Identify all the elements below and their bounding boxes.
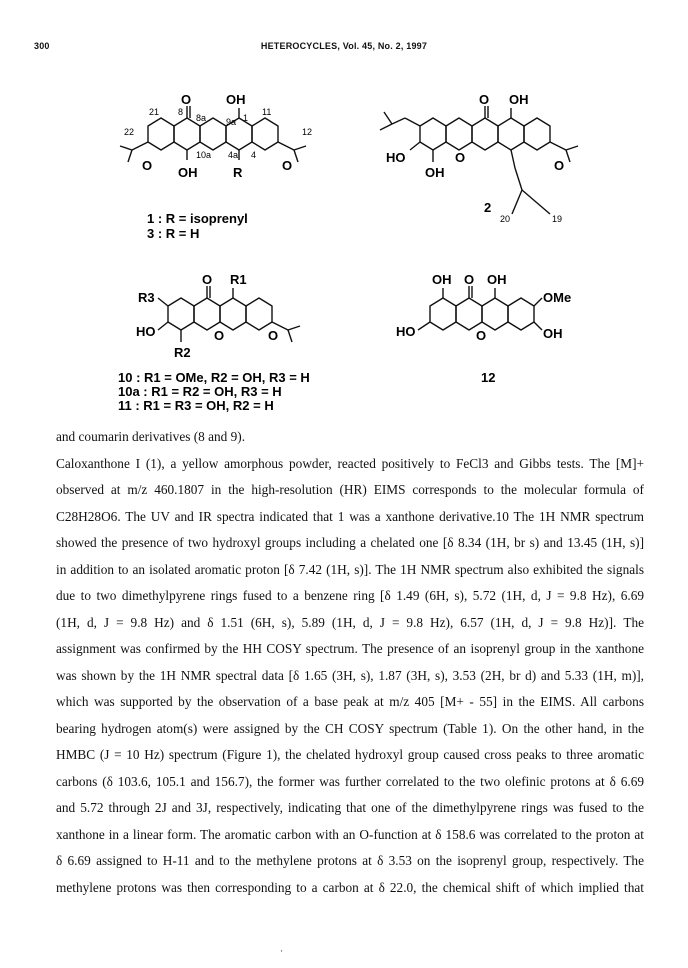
s2-num-19: 19 [552, 214, 563, 224]
text-line: and coumarin derivatives (8 and 9). [56, 429, 246, 444]
s1-num-22: 22 [124, 127, 135, 137]
s1-oh-bottom: OH [178, 165, 198, 180]
s3-caption-line-2: 10a : R1 = R2 = OH, R3 = H [118, 384, 282, 399]
s3-caption-line-1: 10 : R1 = OMe, R2 = OH, R3 = H [118, 370, 310, 385]
s3-carbonyl-o: O [202, 272, 213, 287]
s1-ring-o-left: O [142, 158, 153, 173]
s3-caption-line-3: 11 : R1 = R3 = OH, R2 = H [118, 398, 274, 413]
structure-12-drawing [418, 286, 542, 330]
page-number: 300 [34, 41, 50, 51]
text-line: (1H, d, J = 9.8 Hz) and δ 1.51 (6H, s), 5.89 (1H, d, J = 9.8 Hz), 6.57 (1H, d, J = 9.8 Hz)]. The [56, 614, 644, 630]
text-line: showed the presence of two hydroxyl groups including a chelated one [δ 8.34 (1H, br s) and 13.45 (1H, s)] [56, 535, 644, 550]
text-line: carbons (δ 103.6, 105.1 and 156.7), the former was further correlated to the two olefinic protons at δ 6.69 [56, 773, 644, 789]
s4-carbonyl-o: O [464, 272, 475, 287]
s3-ring-o-middle: O [214, 328, 225, 343]
text-line: C28H28O6. The UV and IR spectra indicated that 1 was a xanthone derivative.10 The 1H NMR spectrum [56, 508, 644, 524]
text-line: which was supported by the observation of a base peak at m/z 405 [M+ - 55] in the EIMS. All carbons [56, 694, 644, 709]
s3-r3: R3 [138, 290, 155, 305]
s1-num-12: 12 [302, 127, 313, 137]
s4-ring-o: O [476, 328, 487, 343]
s4-oh-bottom-right: OH [543, 326, 563, 341]
s1-num-4: 4 [251, 150, 257, 160]
s1-num-4a: 4a [228, 150, 239, 160]
text-line: HMBC (J = 10 Hz) spectrum (Figure 1), the chelated hydroxyl group caused cross peaks to three aromatic [56, 747, 644, 762]
text-line: observed at m/z 460.1807 in the high-resolution (HR) EIMS corresponds to the molecular formula of [56, 482, 644, 497]
s1-oh-top: OH [226, 92, 246, 107]
s1-ring-o-right: O [282, 158, 293, 173]
text-line: was shown by the 1H NMR spectral data [δ 1.65 (3H, s), 1.87 (3H, s), 3.53 (2H, br d) and 5.33 (1H, m)], [56, 667, 644, 683]
s2-oh-bottom: OH [425, 165, 445, 180]
structure-10-drawing [158, 286, 300, 342]
s1-num-8a: 8a [196, 113, 207, 123]
s3-r1: R1 [230, 272, 247, 287]
text-line: Caloxanthone I (1), a yellow amorphous powder, reacted positively to FeCl3 and Gibbs tests. The [M]+ [56, 455, 644, 471]
s1-r-group: R [233, 165, 243, 180]
s4-ome: OMe [543, 290, 572, 305]
s3-ho: HO [136, 324, 156, 339]
text-line: due to two dimethylpyrene rings fused to a benzene ring [δ 1.49 (6H, s), 5.72 (1H, d, J = 9.8 Hz), 6.69 [56, 588, 644, 603]
s2-compound-number: 2 [484, 200, 492, 215]
s1-num-9a: 9a [226, 117, 237, 127]
running-head: HETEROCYCLES, Vol. 45, No. 2, 1997 [260, 41, 428, 51]
chemical-structures-figure [0, 0, 688, 430]
s2-oh-top: OH [509, 92, 529, 107]
s1-num-11: 11 [262, 107, 272, 117]
s2-carbonyl-o: O [479, 92, 490, 107]
s4-compound-number: 12 [481, 370, 496, 385]
s3-r2: R2 [174, 345, 191, 360]
s1-num-1: 1 [243, 113, 249, 123]
text-line: and 5.72 through 2J and 3J, respectively, indicating that one of the dimethylpyrene rings was fused to the [56, 800, 644, 815]
text-line: δ 6.69 assigned to H-11 and to the methylene protons at δ 3.53 on the isoprenyl group, respectively. The [56, 853, 644, 868]
text-line: methylene protons was then corresponding to a carbon at δ 22.0, the chemical shift of which implied that [56, 879, 644, 895]
s1-carbonyl-o: O [181, 92, 192, 107]
s4-oh-right: OH [487, 272, 507, 287]
s2-ring-o-middle: O [455, 150, 466, 165]
text-line: xanthone in a linear form. The aromatic carbon with an O-function at δ 158.6 was correlated to the proton at [56, 826, 644, 842]
text-line: bearing hydrogen atom(s) were assigned by the CH COSY spectrum (Table 1). On the other hand, in the [56, 720, 644, 736]
s1-num-8: 8 [178, 107, 184, 117]
text-line: in addition to an isolated aromatic proton [δ 7.42 (1H, s)]. The 1H NMR spectrum also exhibited the signals [56, 561, 644, 577]
s2-ring-o-right: O [554, 158, 565, 173]
s3-ring-o-right: O [268, 328, 279, 343]
structure-1-drawing [120, 106, 306, 162]
body-text [56, 424, 644, 901]
footer-mark: · [280, 946, 283, 956]
s1-caption-line-1: 1 : R = isoprenyl [147, 211, 248, 226]
text-line: assignment was confirmed by the HH COSY spectrum. The presence of an isoprenyl group in the xanthone [56, 641, 644, 656]
structure-2-drawing [380, 106, 578, 214]
s4-ho: HO [396, 324, 416, 339]
s2-ho-left: HO [386, 150, 406, 165]
s1-caption-line-2: 3 : R = H [147, 226, 200, 241]
s4-oh-left: OH [432, 272, 452, 287]
s1-num-10a: 10a [196, 150, 212, 160]
s2-num-20: 20 [500, 214, 511, 224]
s1-num-21: 21 [149, 107, 160, 117]
